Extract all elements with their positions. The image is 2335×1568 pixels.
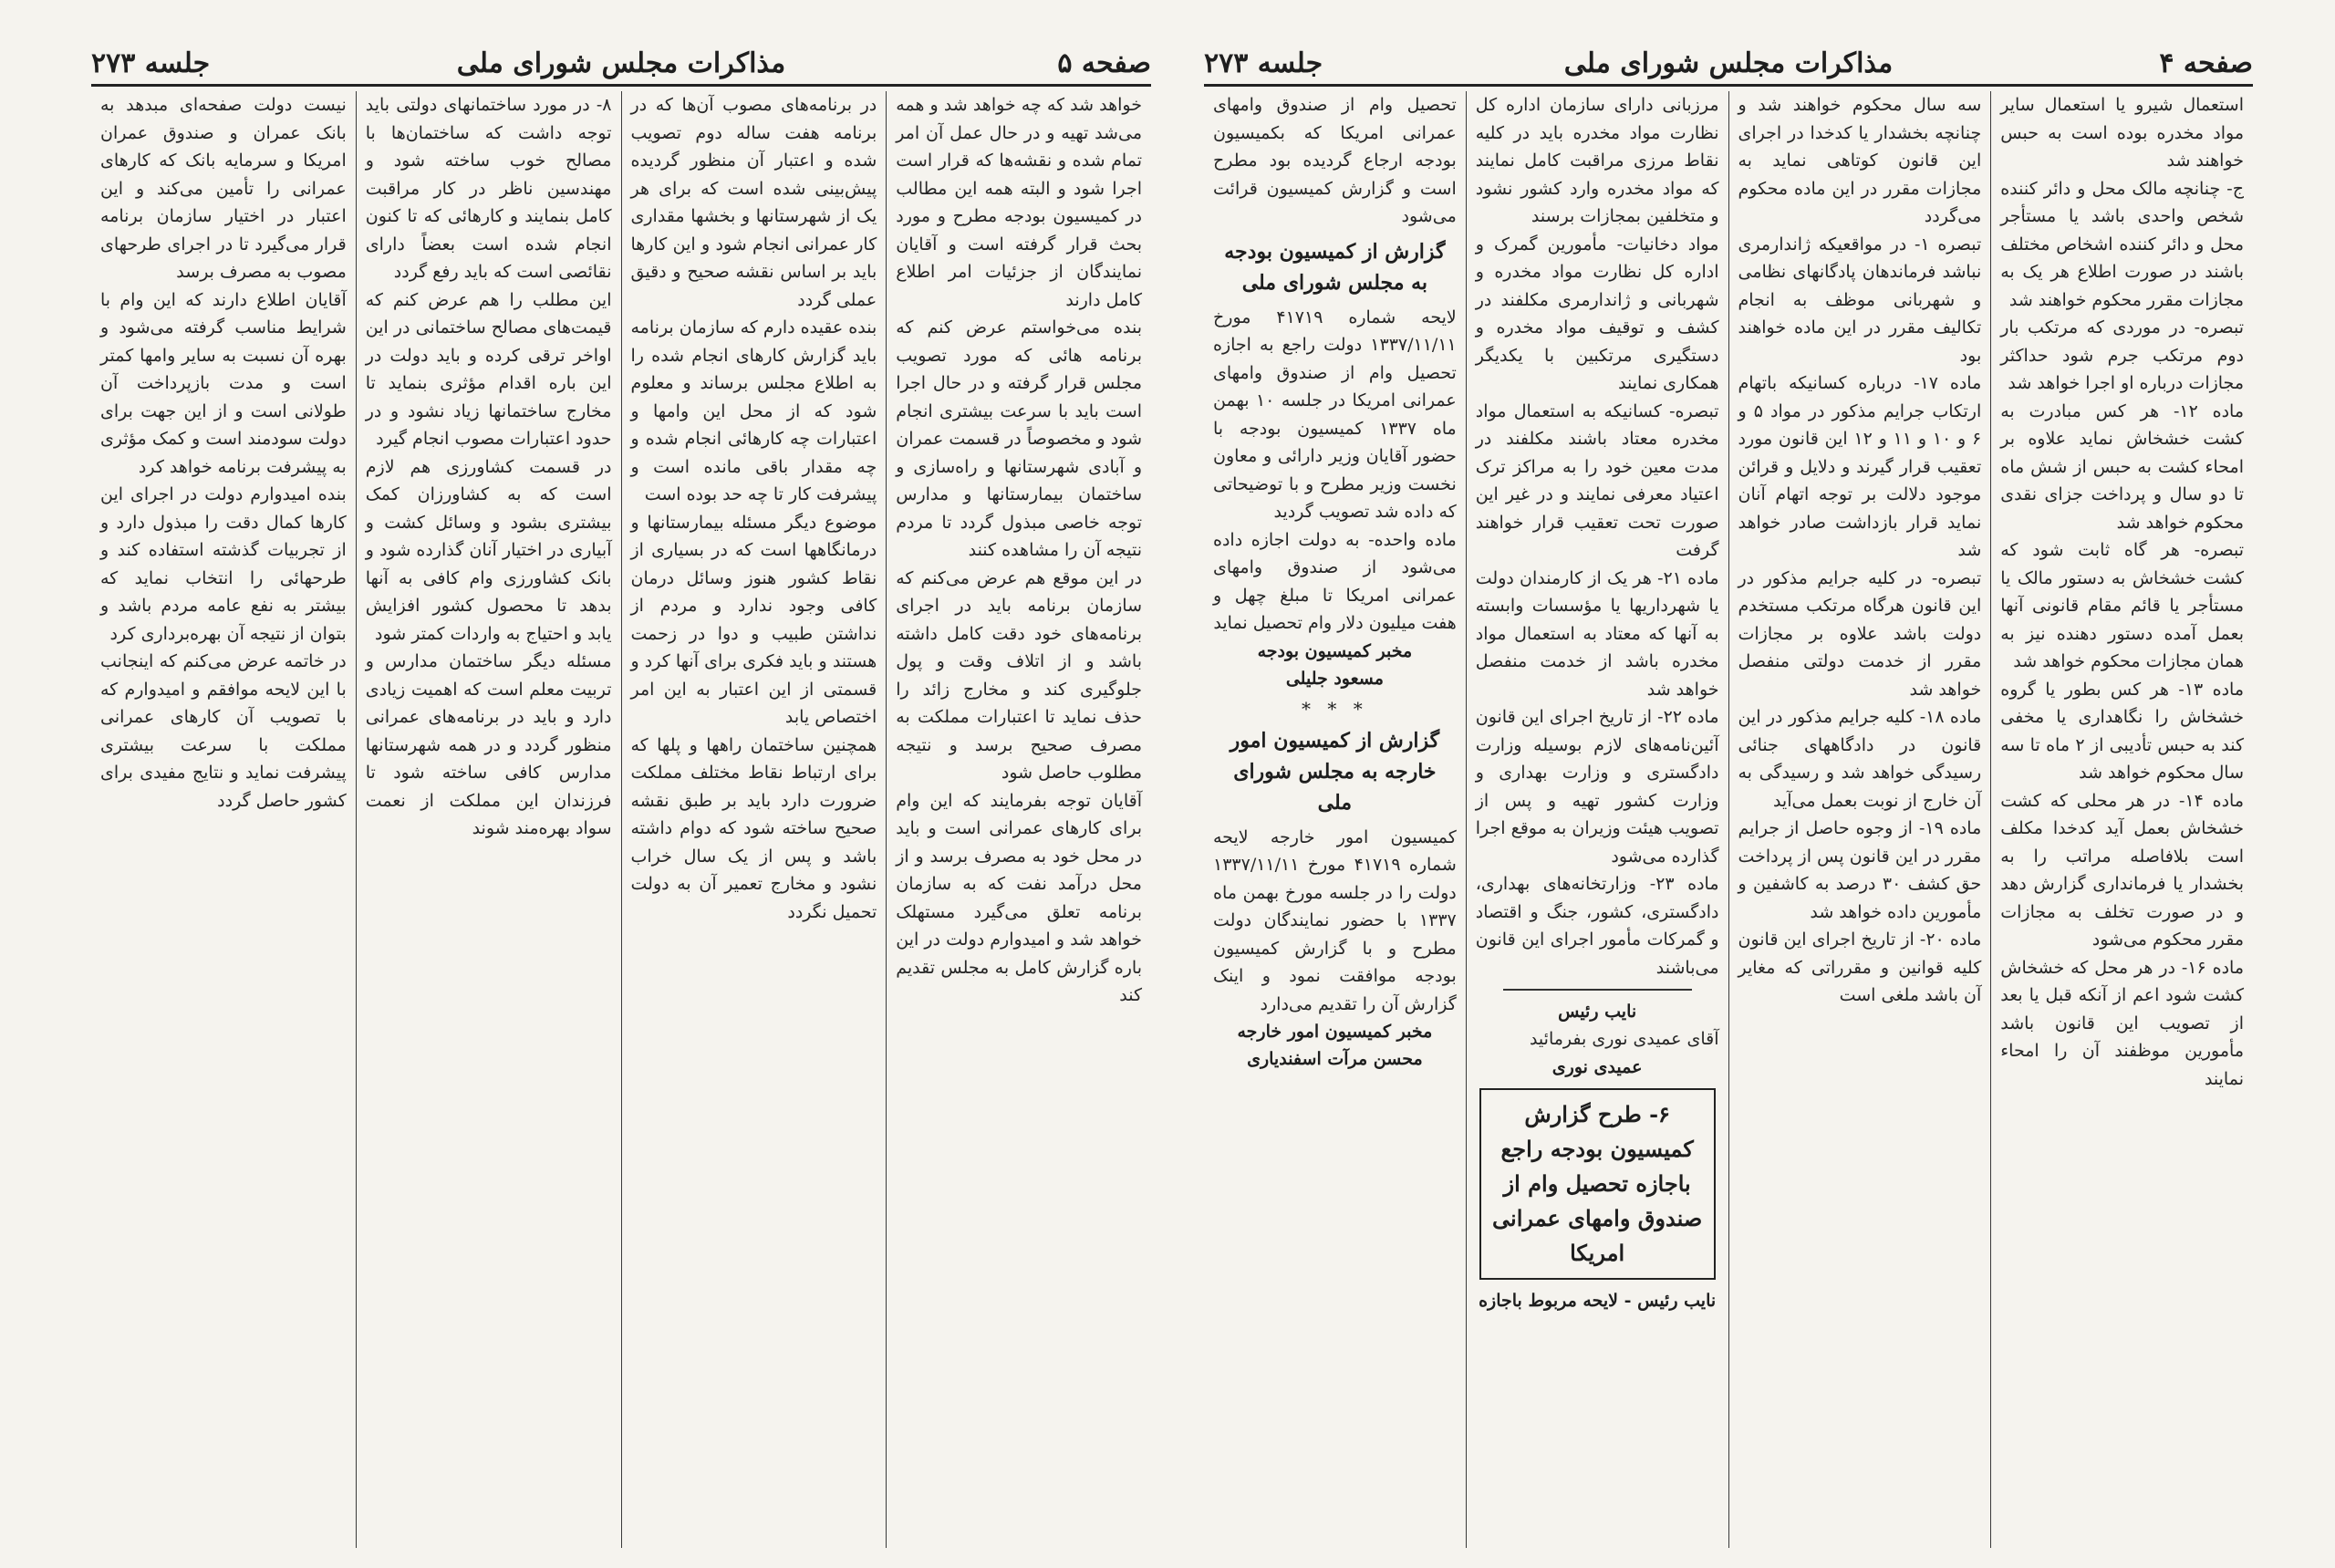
page-number: صفحه ۴: [2159, 47, 2253, 79]
paragraph: بنده عقیده دارم که سازمان برنامه باید گزارش کارهای انجام شده را به اطلاع مجلس برساند و معلوم شود که از محل این وامها و اعتبارات چه کارهائی انجام شده و چه مقدار باقی مانده است و پیشرفت کار تا چه حد بوده است: [630, 317, 877, 504]
stars-divider: * * *: [1302, 697, 1368, 720]
agenda-box: ۶- طرح گزارش کمیسیون بودجه راجع باجازه تحصیل وام از صندوق وامهای عمرانی امریکا: [1479, 1088, 1716, 1280]
column: [1204, 91, 1466, 1548]
column: [1466, 91, 1728, 1548]
paragraph: تبصره- در کلیه جرایم مذکور در این قانون هرگاه مرتکب مستخدم دولت باشد علاوه بر مجازات مقرر از خدمت دولتی منفصل خواهد شد: [1738, 567, 1982, 700]
speaker-statement: آقای عمیدی نوری بفرمائید: [1529, 1029, 1719, 1049]
column: [91, 91, 356, 1548]
paragraph: ماده ۲۰- از تاریخ اجرای این قانون کلیه قوانین و مقرراتی که مغایر آن باشد ملغی است: [1738, 929, 1982, 1005]
signature-name: محسن مرآت اسفندیاری: [1247, 1049, 1423, 1069]
report-heading: گزارش از کمیسیون امور خارجه به مجلس شورای ملی: [1230, 728, 1440, 815]
column: [621, 91, 887, 1548]
paragraph: سه سال محکوم خواهند شد و چنانچه بخشدار یا کدخدا در اجرای این قانون کوتاهی نماید به مجازات مقرر در این ماده محکوم می‌گردد: [1738, 95, 1982, 226]
agenda-footer: نایب رئیس - لایحه مربوط باجازه: [1479, 1290, 1717, 1311]
paragraph: ماده ۲۳- وزارتخانه‌های بهداری، دادگستری، کشور، جنگ و اقتصاد و گمرکات مأمور اجرای این قانون می‌باشند: [1475, 874, 1719, 978]
paragraph: ماده ۲۲- از تاریخ اجرای این قانون آئین‌نامه‌های لازم بوسیله وزارت دادگستری و وزارت بهداری و وزارت کشور تهیه و پس از تصویب هیئت وزیران به موقع اجرا گذارده می‌شود: [1475, 707, 1719, 867]
paragraph: ماده واحده- به دولت اجازه داده می‌شود از صندوق وامهای عمرانی امریکا تا مبلغ چهل و هفت میلیون دلار وام تحصیل نماید: [1213, 529, 1457, 633]
page-header: [91, 47, 1151, 87]
paragraph: ماده ۱۹- از وجوه حاصل از جرایم مقرر در این قانون پس از پرداخت حق کشف ۳۰ درصد به کاشفین و مأمورین داده خواهد شد: [1738, 818, 1982, 922]
column: [1990, 91, 2253, 1548]
paragraph: مسئله دیگر ساختمان مدارس و تربیت معلم است که اهمیت زیادی دارد و باید در برنامه‌های عمرانی منظور گردد و در همه شهرستانها مدارس کافی ساخته شود تا فرزندان این مملکت از نعمت سواد بهره‌مند شوند: [365, 651, 612, 838]
paragraph: ماده ۲۱- هر یک از کارمندان دولت یا شهرداریها یا مؤسسات وابسته به آنها که معتاد به استعمال مواد مخدره باشد از خدمت منفصل خواهد شد: [1475, 567, 1719, 700]
column: [356, 91, 621, 1548]
paragraph: تبصره- در موردی که مرتکب بار دوم مرتکب جرم شود حداکثر مجازات درباره او اجرا خواهد شد: [2000, 317, 2244, 393]
signature-name: مسعود جلیلی: [1285, 668, 1384, 689]
text-columns: [1204, 91, 2253, 1548]
paragraph: ماده ۱۶- در هر محل که خشخاش کشت شود اعم از آنکه قبل یا بعد از تصویب این قانون باشد مأمورین موظفند آن را امحاء نمایند: [2000, 957, 2244, 1089]
page-title: مذاکرات مجلس شورای ملی: [456, 47, 786, 79]
paragraph: استعمال شیرو یا استعمال سایر مواد مخدره بوده است به حبس خواهند شد: [2000, 95, 2244, 171]
paragraph: در این موقع هم عرض می‌کنم که سازمان برنامه باید در اجرای برنامه‌های خود دقت کامل داشته باشد و از اتلاف وقت و پول جلوگیری کند و مخارج زائد را حذف نماید تا اعتبارات مملکت به مصرف صحیح برسد و نتیجه مطلوب حاصل شود: [896, 567, 1142, 783]
paragraph: خواهد شد که چه خواهد شد و همه می‌شد تهیه و در حال عمل آن امر تمام شده و نقشه‌ها که قرار است اجرا شود و البته همه این مطالب در کمیسیون بودجه مطرح و مورد بحث قرار گرفته است و آقایان نمایندگان از جزئیات امر اطلاع کامل دارند: [896, 95, 1142, 310]
paragraph: ماده ۱۸- کلیه جرایم مذکور در این قانون در دادگاههای جنائی رسیدگی خواهد شد و رسیدگی به آن خارج از نوبت بعمل می‌آید: [1738, 707, 1982, 811]
paragraph: بنده می‌خواستم عرض کنم که برنامه هائی که مورد تصویب مجلس قرار گرفته و در حال اجرا است باید با سرعت بیشتری انجام شود و مخصوصاً در قسمت عمران و آبادی شهرستانها و راه‌سازی و ساختمان بیمارستانها و مدارس توجه خاصی مبذول گردد تا مردم نتیجه آن را مشاهده کنند: [896, 317, 1142, 560]
page-title: مذاکرات مجلس شورای ملی: [1563, 47, 1894, 79]
speaker-label: نایب رئیس: [1558, 1002, 1637, 1022]
paragraph: نیست دولت صفحه‌ای مبدهد به بانک عمران و صندوق عمران امریکا و سرمایه بانک که کارهای عمرانی را تأمین می‌کند و این اعتبار در اختیار سازمان برنامه قرار می‌گیرد تا در اجرای طرحهای مصوب به مصرف برسد: [100, 95, 347, 282]
divider: [1503, 989, 1692, 991]
signature-role: مخبر کمیسیون امور خارجه: [1237, 1022, 1433, 1042]
column: [1728, 91, 1991, 1548]
paragraph: بنده امیدوارم دولت در اجرای این کارها کمال دقت را مبذول دارد و از تجربیات گذشته استفاده کند و طرحهائی را انتخاب نماید که بیشتر به نفع عامه مردم باشد و بتوان از نتیجه آن بهره‌برداری کرد: [100, 484, 347, 644]
paragraph: موضوع دیگر مسئله بیمارستانها و درمانگاهها است که در بسیاری از نقاط کشور هنوز وسائل درمان کافی وجود ندارد و مردم از نداشتن طبیب و دوا در زحمت هستند و باید فکری برای آنها کرد و قسمتی از این اعتبار به این امر اختصاص یابد: [630, 512, 877, 727]
paragraph: ماده ۱۷- درباره کسانیکه باتهام ارتکاب جرایم مذکور در مواد ۵ و ۶ و ۱۰ و ۱۱ و ۱۲ این قانون مورد تعقیب قرار گیرند و دلایل و قرائن موجود دلالت بر توجه اتهام آنان نماید قرار بازداشت صادر خواهد شد: [1738, 373, 1982, 560]
paragraph: در قسمت کشاورزی هم لازم است که به کشاورزان کمک بیشتری بشود و وسائل کشت و آبیاری در اختیار آنان گذارده شود و بانک کشاورزی وام کافی به آنها بدهد تا محصول کشور افزایش یابد و احتیاج به واردات کمتر شود: [365, 456, 612, 644]
session-number: جلسه ۲۷۳: [1204, 47, 1323, 79]
session-number: جلسه ۲۷۳: [91, 47, 211, 79]
text-columns: [91, 91, 1151, 1548]
speaker-name: عمیدی نوری: [1551, 1056, 1643, 1077]
paragraph: تبصره- هر گاه ثابت شود که کشت خشخاش به دستور مالک یا مستأجر یا قائم مقام قانونی آنها بعمل آمده دستور دهنده نیز به همان مجازات محکوم خواهد شد: [2000, 540, 2244, 671]
paragraph: تبصره- کسانیکه به استعمال مواد مخدره معتاد باشند مکلفند در مدت معین خود را به مراکز ترک اعتیاد معرفی نمایند و در غیر این صورت تحت تعقیب قرار خواهند گرفت: [1475, 400, 1719, 560]
paragraph: تحصیل وام از صندوق وامهای عمرانی امریکا که بکمیسیون بودجه ارجاع گردیده بود مطرح است و گزارش کمیسیون قرائت می‌شود: [1213, 95, 1457, 226]
paragraph: لایحه شماره ۴۱۷۱۹ مورخ ۱۳۳۷/۱۱/۱۱ دولت راجع به اجازه تحصیل وام از صندوق وامهای عمرانی امریکا در جلسه ۱۰ بهمن ماه ۱۳۳۷ کمیسیون بودجه با حضور آقایان وزیر دارائی و معاون نخست وزیر مطرح و با توضیحاتی که داده شد تصویب گردید: [1213, 306, 1457, 522]
paragraph: ماده ۱۳- هر کس بطور یا گروه خشخاش را نگاهداری یا مخفی کند به حبس تأدیبی از ۲ ماه تا سه سال محکوم خواهد شد: [2000, 679, 2245, 783]
paragraph: ماده ۱۴- در هر محلی که کشت خشخاش بعمل آید کدخدا مکلف است بلافاصله مراتب را به بخشدار یا فرمانداری گزارش دهد و در صورت تخلف به مجازات مقرر محکوم می‌شود: [2000, 790, 2244, 950]
paragraph: کمیسیون امور خارجه لایحه شماره ۴۱۷۱۹ مورخ ۱۳۳۷/۱۱/۱۱ دولت را در جلسه مورخ بهمن ماه ۱۳۳۷ با حضور نمایندگان دولت مطرح و با گزارش کمیسیون بودجه موافقت نمود و اینک گزارش آن را تقدیم می‌دارد: [1213, 826, 1457, 1014]
page-number: صفحه ۵: [1057, 47, 1151, 79]
paragraph: ماده ۱۲- هر کس مبادرت به کشت خشخاش نماید علاوه بر امحاء کشت به حبس از شش ماه تا دو سال و پرداخت جزای نقدی محکوم خواهد شد: [2000, 400, 2245, 533]
paragraph: این مطلب را هم عرض کنم که قیمت‌های مصالح ساختمانی در این اواخر ترقی کرده و باید دولت در این باره اقدام مؤثری بنماید تا مخارج ساختمانها زیاد نشود و در حدود اعتبارات مصوب انجام گیرد: [365, 289, 612, 449]
paragraph: تبصره ۱- در مواقعیکه ژاندارمری نباشد فرماندهان پادگانهای نظامی و شهربانی موظف به انجام تکالیف مقرر در این ماده خواهند بود: [1738, 234, 1982, 366]
paragraph: مرزبانی دارای سازمان اداره کل نظارت مواد مخدره باید در کلیه نقاط مرزی مراقبت کامل نمایند که مواد مخدره وارد کشور نشود و متخلفین بمجازات برسند: [1475, 95, 1719, 226]
right-page: [1168, 0, 2335, 1568]
paragraph: آقایان توجه بفرمایند که این وام برای کارهای عمرانی است و باید در محل خود به مصرف برسد و از محل درآمد نفت که به سازمان برنامه تعلق می‌گیرد مستهلک خواهد شد و امیدوارم دولت در این باره گزارش کامل به مجلس تقدیم کند: [896, 790, 1142, 1005]
paragraph: در برنامه‌های مصوب آن‌ها که در برنامه هفت ساله دوم تصویب شده و اعتبار آن منظور گردیده پیش‌بینی شده است که برای هر یک از شهرستانها و بخشها مقداری کار عمرانی انجام شود و این کارها باید بر اساس نقشه صحیح و دقیق عملی گردد: [630, 95, 877, 310]
column: [886, 91, 1151, 1548]
report-heading: گزارش از کمیسیون بودجه به مجلس شورای ملی: [1224, 239, 1446, 295]
page-header: [1204, 47, 2253, 87]
paragraph: ج- چنانچه مالک محل و دائر کننده شخص واحدی باشد یا مستأجر محل و دائر کننده اشخاص مختلف باشند در صورت اطلاع هر یک به مجازات مقرر محکوم خواهند شد: [2000, 178, 2244, 310]
paragraph: مواد دخانیات- مأمورین گمرک و اداره کل نظارت مواد مخدره و شهربانی و ژاندارمری مکلفند در کشف و توقیف مواد مخدره و دستگیری مرتکبین با یکدیگر همکاری نمایند: [1475, 234, 1719, 393]
paragraph: آقایان اطلاع دارند که این وام با شرایط مناسب گرفته می‌شود و بهره آن نسبت به سایر وامها کمتر است و مدت بازپرداخت آن طولانی است و از این جهت برای دولت سودمند است و کمک مؤثری به پیشرفت برنامه خواهد کرد: [100, 289, 347, 477]
paragraph: همچنین ساختمان راهها و پلها که برای ارتباط نقاط مختلف مملکت ضرورت دارد باید بر طبق نقشه صحیح ساخته شود که دوام داشته باشد و پس از یک سال خراب نشود و مخارج تعمیر آن به دولت تحمیل نگردد: [630, 734, 877, 922]
paragraph: ۸- در مورد ساختمانهای دولتی باید توجه داشت که ساختمان‌ها با مصالح خوب ساخته شود و مهندسین ناظر در کار مراقبت کامل بنمایند و کارهائی که تا کنون انجام شده است بعضاً دارای نقائصی است که باید رفع گردد: [365, 95, 612, 282]
signature-role: مخبر کمیسیون بودجه: [1257, 640, 1413, 661]
paragraph: در خاتمه عرض می‌کنم که اینجانب با این لایحه موافقم و امیدوارم که با تصویب آن کارهای عمرانی مملکت با سرعت بیشتری پیشرفت نماید و نتایج مفیدی برای کشور حاصل گردد: [100, 651, 347, 811]
